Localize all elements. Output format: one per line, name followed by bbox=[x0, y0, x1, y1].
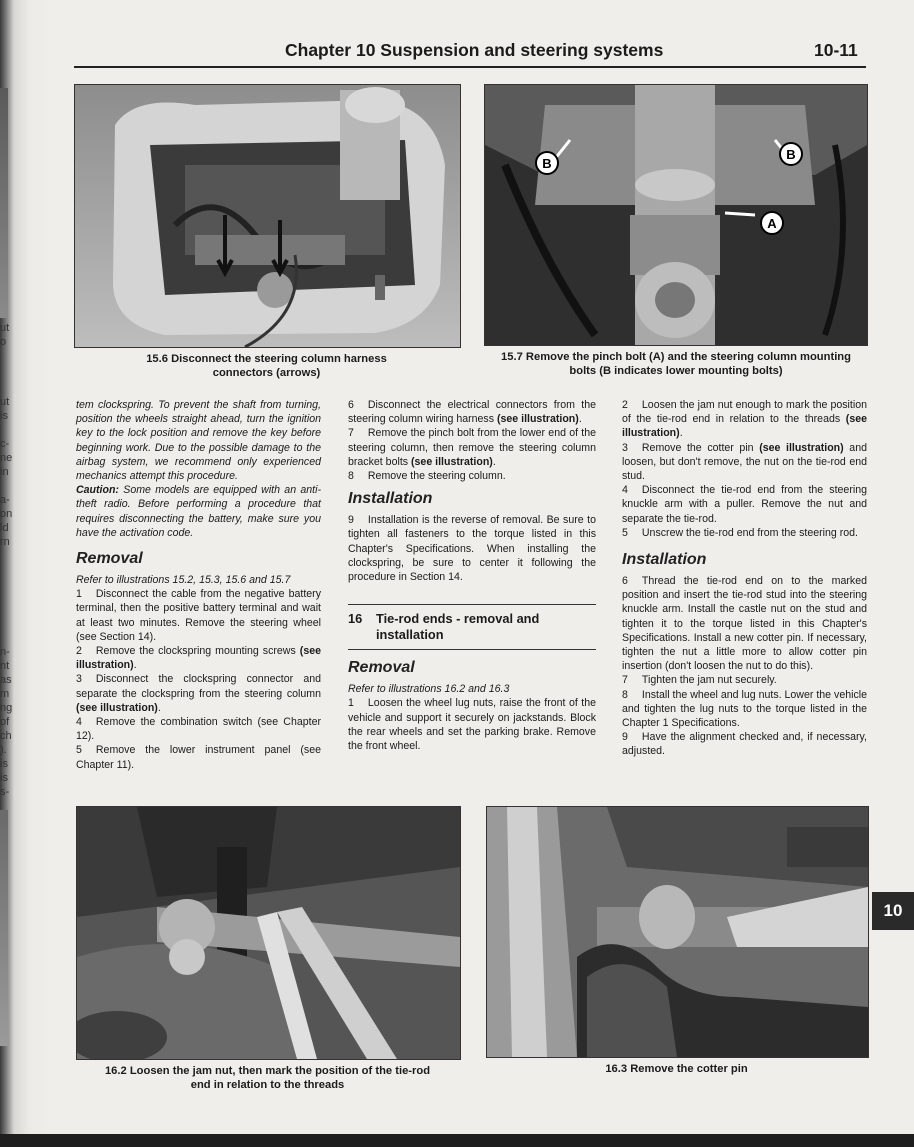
caption-16-2 bbox=[76, 1064, 459, 1092]
step bbox=[76, 644, 321, 672]
step-number: 4 bbox=[622, 484, 628, 497]
caption-line: connectors (arrows) bbox=[212, 367, 321, 379]
step-number: 6 bbox=[622, 575, 628, 588]
caption-16-3 bbox=[486, 1062, 867, 1076]
caption-15-7 bbox=[480, 350, 872, 378]
step-text: Remove the pinch bolt from the lower end of the steering column, then remove the steering column bracket bolts bbox=[348, 427, 596, 468]
step bbox=[622, 526, 867, 540]
adjacent-page-photo-bottom bbox=[0, 810, 8, 1046]
step-text: Loosen the jam nut enough to mark the position of the tie-rod end in relation to the threads bbox=[622, 399, 867, 426]
refer-line: Refer to illustrations 16.2 and 16.3 bbox=[348, 683, 510, 696]
step-text: Remove the clockspring mounting screws bbox=[95, 645, 300, 658]
bleed-text: of bbox=[0, 716, 10, 728]
step-number: 8 bbox=[622, 688, 628, 701]
section-number: 16 bbox=[348, 611, 363, 627]
step-number: 1 bbox=[76, 588, 82, 601]
bleed-text: is bbox=[0, 772, 8, 784]
text-column-1 bbox=[76, 398, 321, 772]
caption-15-6 bbox=[74, 352, 459, 380]
step-text: Loosen the wheel lug nuts, raise the front of the vehicle and support it securely on jackstands. Block the rear wheels and set the parking brake. Remove the front wheel. bbox=[348, 697, 596, 753]
see-illustration: (see illustration) bbox=[76, 645, 321, 672]
step-number: 3 bbox=[622, 441, 628, 454]
bleed-text: s- bbox=[0, 786, 10, 798]
step bbox=[76, 587, 321, 644]
step bbox=[622, 730, 867, 758]
caution-label: Caution: bbox=[76, 484, 119, 497]
step-number: 3 bbox=[76, 673, 82, 686]
bleed-text: ut bbox=[0, 396, 10, 408]
step bbox=[348, 398, 596, 426]
step bbox=[76, 743, 321, 771]
step-text: Remove the combination switch (see Chapter 12). bbox=[76, 716, 321, 743]
photo-15-6 bbox=[74, 84, 461, 348]
removal-heading: Removal bbox=[76, 550, 143, 568]
text-column-3 bbox=[622, 398, 867, 759]
callout-b: B bbox=[542, 156, 552, 171]
step-number: 1 bbox=[348, 697, 354, 710]
callout-b: B bbox=[786, 147, 796, 162]
step bbox=[76, 715, 321, 743]
step-text: Tighten the jam nut securely. bbox=[641, 674, 777, 687]
caption-line: bolts (B indicates lower mounting bolts) bbox=[569, 365, 783, 377]
step-text: and loosen, but don't remove, the nut on the tie-rod end stud. bbox=[622, 441, 867, 483]
chapter-title: Chapter 10 Suspension and steering systems bbox=[285, 40, 664, 60]
bleed-text: rn bbox=[0, 536, 10, 548]
see-illustration: (see illustration) bbox=[759, 441, 844, 454]
step-number: 7 bbox=[348, 427, 354, 440]
step-number: 9 bbox=[622, 731, 628, 744]
see-illustration: (see illustration) bbox=[76, 701, 158, 714]
photo-15-7 bbox=[484, 84, 868, 346]
step-number: 8 bbox=[348, 470, 354, 483]
bleed-text: ng bbox=[0, 702, 12, 714]
bleed-text: in bbox=[0, 466, 9, 478]
step-text: Disconnect the electrical connectors from the steering column wiring harness bbox=[348, 399, 596, 426]
step-number: 2 bbox=[622, 399, 628, 411]
see-illustration: (see illustration) bbox=[622, 413, 867, 440]
caution-text: Some models are equipped with an anti-theft radio. Before performing a procedure that requires disconnecting the battery, make sure you have the activation code. bbox=[76, 484, 321, 539]
photo-16-3 bbox=[486, 806, 869, 1058]
header-rule bbox=[74, 66, 866, 68]
bleed-text: on bbox=[0, 508, 12, 520]
step bbox=[76, 672, 321, 715]
step bbox=[622, 441, 867, 484]
step-text: Have the alignment checked and, if necessary, adjusted. bbox=[622, 731, 867, 758]
caption-line: 15.7 Remove the pinch bolt (A) and the steering column mounting bbox=[501, 351, 851, 363]
section-rule bbox=[348, 604, 596, 605]
chapter-tab: 10 bbox=[872, 892, 914, 930]
step-text: . bbox=[133, 659, 137, 672]
step-number: 4 bbox=[76, 716, 82, 729]
caption-line: 16.3 Remove the cotter pin bbox=[605, 1063, 748, 1075]
step-number: 5 bbox=[76, 744, 82, 757]
bleed-text: o bbox=[0, 336, 7, 348]
caution-paragraph bbox=[76, 483, 321, 540]
caption-line: end in relation to the threads bbox=[190, 1079, 345, 1091]
see-illustration: (see illustration) bbox=[411, 455, 493, 468]
photo-16-2 bbox=[76, 806, 461, 1060]
bleed-text: a- bbox=[0, 494, 10, 506]
step-number: 7 bbox=[622, 674, 628, 687]
step bbox=[622, 688, 867, 731]
bleed-text: ut bbox=[0, 322, 10, 334]
bleed-text: is bbox=[0, 758, 8, 770]
installation-heading: Installation bbox=[348, 490, 433, 508]
section-title-text: Tie-rod ends - removal and installation bbox=[376, 611, 540, 643]
step-text: Remove the lower instrument panel (see Chapter 11). bbox=[76, 744, 321, 771]
step-text: Disconnect the tie-rod end from the steering knuckle arm with a puller. Remove the nut and separate the tie-rod. bbox=[622, 484, 867, 525]
removal-heading: Removal bbox=[348, 659, 415, 677]
bleed-text: ld bbox=[0, 522, 9, 534]
section-rule bbox=[348, 649, 596, 650]
bleed-text: m bbox=[0, 688, 10, 700]
bleed-text: ch bbox=[0, 730, 12, 742]
step-text: Unscrew the tie-rod end from the steering rod. bbox=[641, 526, 859, 539]
step-text: Remove the steering column. bbox=[367, 470, 506, 483]
bleed-text: c- bbox=[0, 438, 10, 450]
step bbox=[622, 673, 867, 687]
caption-line: 16.2 Loosen the jam nut, then mark the position of the tie-rod bbox=[104, 1065, 431, 1077]
bleed-text: n- bbox=[0, 646, 10, 658]
step-text: . bbox=[578, 413, 582, 426]
bleed-text: nt bbox=[0, 660, 10, 672]
step-text: . bbox=[679, 427, 683, 440]
bleed-text: ne bbox=[0, 452, 12, 464]
adjacent-page-photo-top bbox=[0, 88, 8, 318]
step-text: . bbox=[492, 455, 496, 468]
caption-line: 15.6 Disconnect the steering column harness bbox=[146, 353, 387, 365]
bleed-text: is bbox=[0, 410, 8, 422]
step-text: Install the wheel and lug nuts. Lower the vehicle and tighten the lug nuts to the torque listed in the Chapter 1 Specifications. bbox=[622, 688, 867, 730]
step bbox=[622, 483, 867, 526]
step bbox=[622, 398, 867, 441]
refer-line: Refer to illustrations 15.2, 15.3, 15.6 and 15.7 bbox=[76, 574, 291, 587]
section-16-title bbox=[348, 611, 596, 643]
bottom-edge bbox=[0, 1134, 914, 1147]
installation-heading: Installation bbox=[622, 551, 707, 569]
bleed-text: ). bbox=[0, 744, 7, 756]
step-number: 9 bbox=[348, 514, 354, 527]
step-text: Disconnect the clockspring connector and separate the clockspring from the steering column bbox=[76, 673, 321, 700]
step-text: . bbox=[157, 701, 161, 714]
step-number: 2 bbox=[76, 645, 82, 658]
page-number: 10-11 bbox=[814, 40, 858, 60]
step-text: Disconnect the cable from the negative battery terminal, then the positive battery terminal and wait at least two minutes. Remove the steering wheel (see Section 14). bbox=[76, 588, 321, 643]
text-column-2 bbox=[348, 398, 596, 753]
step-text: Remove the cotter pin bbox=[641, 441, 760, 454]
see-illustration: (see illustration) bbox=[496, 413, 579, 426]
step bbox=[622, 574, 867, 673]
step-text: Thread the tie-rod end on to the marked position and insert the tie-rod stud into the steering knuckle arm. Install the castle nut on the stud and tighten it to the torque listed in this Chapter's Specifications. Install a new cotter pin. If necessary, tighten the nut a little more to allow cotter pin insertion (don't loosen the nut to do this). bbox=[622, 575, 867, 673]
step bbox=[348, 469, 596, 483]
step-text: Installation is the reverse of removal. Be sure to tighten all fasteners to the torque listed in this Chapter's Specifications. When installing the clockspring, be sure to center it following the procedure in Section 14. bbox=[348, 514, 596, 584]
step bbox=[348, 696, 596, 753]
step-number: 5 bbox=[622, 526, 628, 539]
step-number: 6 bbox=[348, 399, 354, 411]
step bbox=[348, 513, 596, 584]
bleed-text: as bbox=[0, 674, 12, 686]
step bbox=[348, 426, 596, 469]
intro-paragraph: tem clockspring. To prevent the shaft from turning, position the wheels straight ahead, turn the ignition key to the lock position and remove the key before beginning work. Due to the possible damage to the airbag system, we recommend only experienced mechanics attempt this procedure. bbox=[76, 399, 321, 483]
callout-a: A bbox=[767, 216, 777, 231]
